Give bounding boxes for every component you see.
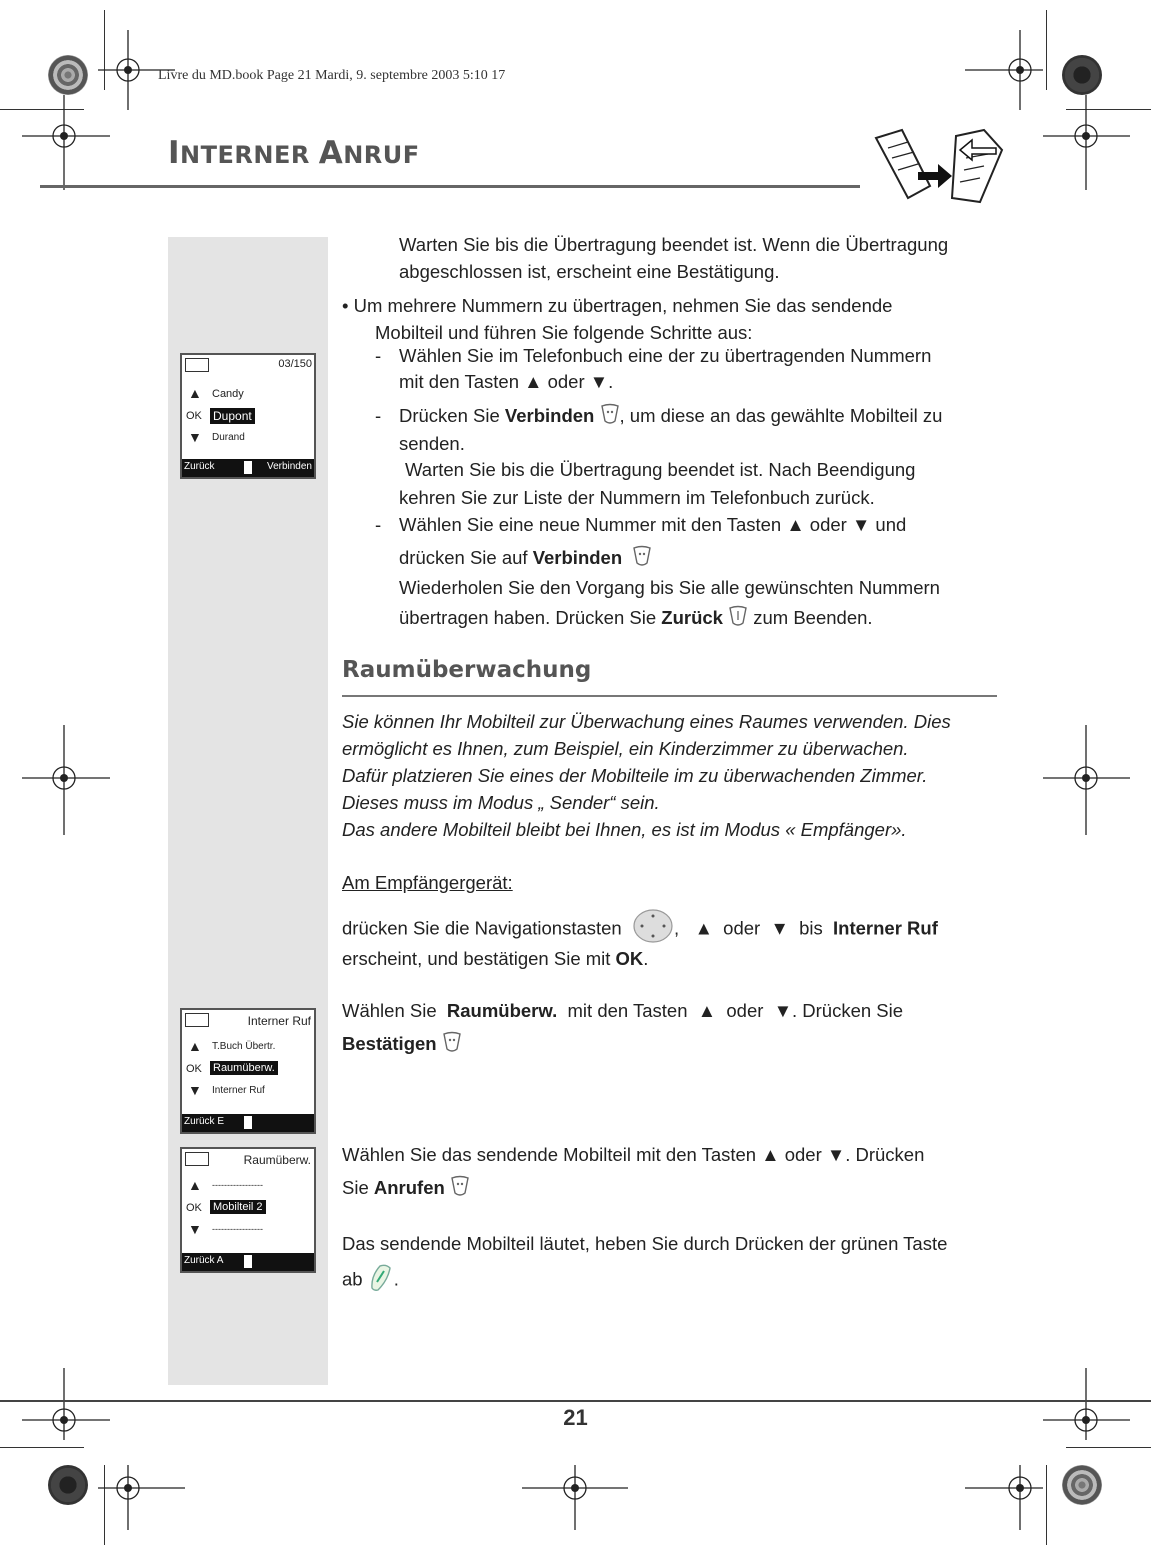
step-text — [399, 511, 906, 538]
screen-entry-selected: Mobilteil 2 — [210, 1200, 266, 1214]
up-arrow-icon: ▲ — [188, 1038, 202, 1054]
intercom-screen — [180, 1008, 316, 1134]
paragraph: Mobilteil und führen Sie folgende Schritte aus: — [375, 322, 753, 343]
step-text — [399, 368, 613, 395]
screen-entry: ----------------- — [212, 1180, 263, 1190]
bullet-item — [342, 292, 892, 319]
softkey-bar — [182, 459, 314, 477]
registration-mark-icon — [522, 1465, 628, 1530]
paragraph: Das sendende Mobilteil läutet, heben Sie durch Drücken der grünen Taste — [342, 1233, 948, 1254]
key-label: Raumüberw. — [446, 1000, 558, 1021]
paragraph: abgeschlossen ist, erscheint eine Bestätigung. — [399, 261, 780, 282]
text-part: oder — [726, 1000, 764, 1021]
section-rule — [342, 695, 997, 697]
up-arrow-icon: ▲ — [188, 385, 202, 401]
text-part: Wählen Sie — [342, 1000, 437, 1021]
receiver-heading: Am Empfängergerät: — [342, 872, 513, 893]
step-text-part: , um diese an das gewählte Mobilteil zu — [619, 405, 943, 426]
text-part: . — [393, 1268, 399, 1290]
step-text: Wählen Sie im Telefonbuch eine der zu übertragenden Nummern — [399, 345, 932, 366]
ok-label: OK — [186, 1063, 202, 1075]
paragraph — [342, 1141, 924, 1168]
handset-icon — [185, 1152, 209, 1166]
bullet-text: Um mehrere Nummern zu übertragen, nehmen Sie das sendende — [353, 295, 893, 316]
step-text-part: drücken Sie auf — [399, 547, 528, 568]
step-text: kehren Sie zur Liste der Nummern im Telefonbuch zurück. — [399, 487, 875, 508]
paragraph — [342, 1262, 399, 1299]
down-key-icon: ▼ — [851, 514, 871, 535]
screen-entry-selected: Dupont — [210, 408, 255, 424]
registration-mark-icon — [965, 1465, 1043, 1530]
registration-mark-icon — [1043, 95, 1130, 190]
registration-mark-icon — [22, 95, 110, 190]
softkey-icon — [450, 1175, 470, 1204]
nav-icon — [244, 1255, 252, 1268]
step-text-part: Wählen Sie eine neue Nummer mit den Tasten — [399, 514, 782, 535]
chapter-title — [168, 135, 420, 171]
intro-line: Das andere Mobilteil bleibt bei Ihnen, es ist im Modus « Empfänger». — [342, 819, 907, 840]
key-label: Verbinden — [532, 547, 623, 568]
dash-marker: - — [375, 405, 382, 426]
key-label: Zurück — [661, 607, 723, 628]
softkey-right: Verbinden — [266, 461, 312, 472]
chapter-title-part: NTERNER — [180, 141, 319, 169]
ok-label: OK — [186, 1202, 202, 1214]
intro-line: Dieses muss im Modus „ Sender“ sein. — [342, 792, 660, 813]
up-key-icon: ▲ — [694, 917, 713, 939]
down-arrow-icon: ▼ — [188, 429, 202, 445]
softkey-icon — [632, 545, 652, 574]
text-part: oder — [723, 917, 761, 939]
down-key-icon: ▼ — [770, 917, 789, 939]
chapter-title-letter: I — [168, 135, 181, 171]
key-label: Bestätigen — [342, 1033, 437, 1054]
paragraph — [342, 1174, 470, 1204]
ok-label: OK — [186, 410, 202, 422]
phonebook-screen — [180, 353, 316, 479]
section-intro — [342, 708, 1007, 843]
step-text-part: oder — [547, 371, 585, 392]
intro-line: Sie können Ihr Mobilteil zur Überwachung eines Raumes verwenden. Dies — [342, 711, 951, 732]
step-text — [399, 604, 873, 634]
screen-title: Interner Ruf — [247, 1014, 311, 1028]
chapter-rule — [40, 185, 860, 188]
softkey-left: Zurück E — [184, 1116, 225, 1127]
green-call-key-icon — [368, 1262, 394, 1299]
back-key-icon — [728, 605, 748, 634]
screen-entry: T.Buch Übertr. — [212, 1041, 276, 1052]
step-text-part: mit den Tasten — [399, 371, 519, 392]
bullet: • — [342, 295, 349, 316]
up-key-icon: ▲ — [697, 1000, 717, 1021]
text-part: bis — [799, 917, 823, 939]
screen-entry: ----------------- — [212, 1224, 263, 1234]
registration-mark-icon — [98, 1465, 185, 1530]
dash-marker: - — [375, 345, 382, 366]
step-text: Warten Sie bis die Übertragung beendet ist. Nach Beendigung — [405, 459, 916, 480]
dash-marker: - — [375, 514, 382, 535]
intro-line: ermöglicht es Ihnen, zum Beispiel, ein Kinderzimmer zu überwachen. — [342, 738, 909, 759]
nav-icon — [244, 1116, 252, 1129]
text-part: . Drücken Sie — [792, 1000, 904, 1021]
screen-entry: Candy — [212, 388, 244, 400]
softkey-icon — [600, 403, 620, 432]
step-text — [399, 544, 652, 574]
handset-icon — [185, 1013, 209, 1027]
softkey-left: Zurück — [184, 461, 215, 472]
step-text: senden. — [399, 433, 465, 454]
intro-line: Dafür platzieren Sie eines der Mobilteile im zu überwachenden Zimmer. — [342, 765, 928, 786]
paragraph — [342, 945, 648, 972]
screen-title: Raumüberw. — [243, 1153, 311, 1167]
nav-icon — [244, 461, 252, 474]
text-part: Sie — [342, 1177, 369, 1198]
screen-entry: Durand — [212, 432, 245, 443]
text-part: ab — [342, 1268, 363, 1290]
step-text — [399, 402, 942, 432]
down-arrow-icon: ▼ — [188, 1221, 202, 1237]
step-text-part: . — [608, 371, 614, 392]
screen-entry-selected: Raumüberw. — [210, 1061, 278, 1075]
step-text-part: Drücken Sie — [399, 405, 500, 426]
text-part: . Drücken — [845, 1144, 925, 1165]
section-title: Raumüberwachung — [342, 657, 592, 683]
key-label: Anrufen — [373, 1177, 445, 1198]
step-text-part: übertragen haben. Drücken Sie — [399, 607, 657, 628]
key-label: Verbinden — [504, 405, 595, 426]
chapter-title-letter: A — [318, 135, 344, 171]
screen-counter: 03/150 — [278, 358, 312, 370]
down-key-icon: ▼ — [826, 1144, 846, 1165]
key-label: OK — [615, 948, 644, 969]
room-monitor-screen — [180, 1147, 316, 1273]
up-key-icon: ▲ — [786, 514, 805, 535]
step-text-part: oder — [809, 514, 847, 535]
text-part: Wählen Sie das sendende Mobilteil mit den Tasten — [342, 1144, 757, 1165]
text-part: mit den Tasten — [567, 1000, 688, 1021]
softkey-bar — [182, 1253, 314, 1271]
registration-mark-icon — [965, 30, 1043, 110]
handset-transfer-icon — [868, 128, 1008, 206]
text-part: . — [643, 948, 649, 969]
chapter-title-part: NRUF — [343, 141, 420, 169]
paragraph — [342, 997, 903, 1024]
step-text-part: und — [875, 514, 907, 535]
down-key-icon: ▼ — [773, 1000, 792, 1021]
text-part: , — [674, 917, 680, 939]
paragraph — [342, 1030, 462, 1060]
screen-entry: Interner Ruf — [212, 1085, 265, 1096]
print-header: Livre du MD.book Page 21 Mardi, 9. septembre 2003 5:10 17 — [158, 68, 506, 83]
down-key-icon: ▼ — [589, 371, 609, 392]
up-key-icon: ▲ — [761, 1144, 780, 1165]
text-part: drücken Sie die Navigationstasten — [342, 917, 622, 939]
text-part: oder — [784, 1144, 822, 1165]
step-text: Wiederholen Sie den Vorgang bis Sie alle gewünschten Nummern — [399, 577, 940, 598]
up-key-icon: ▲ — [524, 371, 543, 392]
paragraph: Warten Sie bis die Übertragung beendet ist. Wenn die Übertragung — [399, 234, 949, 255]
text-part: erscheint, und bestätigen Sie mit — [342, 948, 611, 969]
key-label: Interner Ruf — [833, 917, 938, 939]
step-text-part: zum Beenden. — [753, 607, 873, 628]
page-number: 21 — [563, 1405, 588, 1430]
softkey-left: Zurück A — [184, 1255, 224, 1266]
footer-rule — [0, 1400, 1151, 1402]
softkey-icon — [442, 1031, 462, 1060]
up-arrow-icon: ▲ — [188, 1177, 202, 1193]
down-arrow-icon: ▼ — [188, 1082, 202, 1098]
softkey-bar — [182, 1114, 314, 1132]
phonebook-icon — [185, 358, 209, 372]
